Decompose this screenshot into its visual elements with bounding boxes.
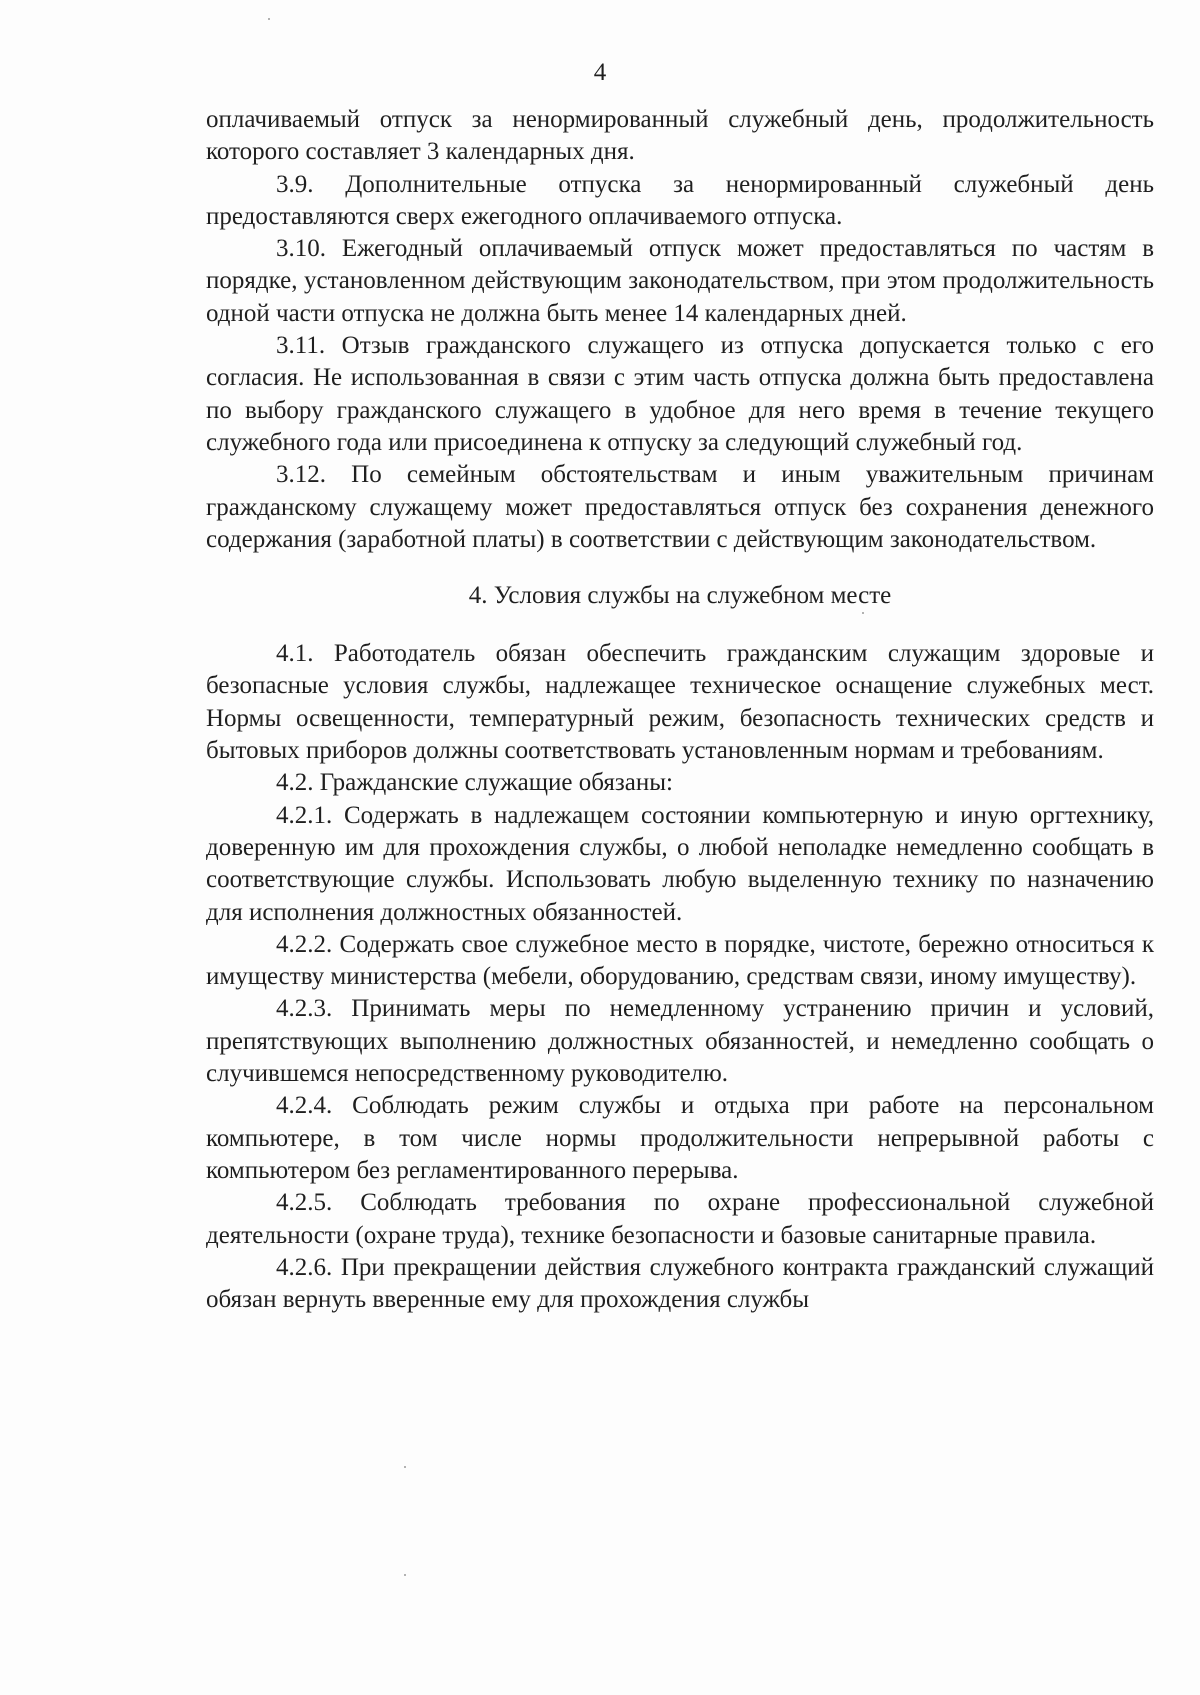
section-heading: 4. Условия службы на служебном месте <box>468 582 892 610</box>
scan-speck <box>268 18 270 20</box>
paragraph-3-12: 3.12. По семейным обстоятельствам и иным уважительным причинам гражданскому служащему может предоставляться отпуск без сохранения денежного содержания (заработной платы) в соответствии с действующим законодательством. <box>206 461 1154 553</box>
paragraph-3-11: 3.11. Отзыв гражданского служащего из отпуска допускается только с его согласия. Не использованная в связи с этим часть отпуска должна быть предоставлена по выбору гражданского служащего в удобное для него время в течение текущего служебного года или присоединена к отпуску за следующий служебный год. <box>206 332 1154 456</box>
scan-speck <box>404 1574 406 1576</box>
scan-speck <box>862 612 864 614</box>
paragraph-3-9: 3.9. Дополнительные отпуска за ненормированный служебный день предоставляются сверх ежегодного оплачиваемого отпуска. <box>206 170 1154 230</box>
paragraph-4-2-3: 4.2.3. Принимать меры по немедленному устранению причин и условий, препятствующих выполнению должностных обязанностей, и немедленно сообщать о случившемся непосредственному руководителю. <box>206 995 1154 1088</box>
paragraph-4-2-5: 4.2.5. Соблюдать требования по охране профессиональной служебной деятельности (охране труда), технике безопасности и базовые санитарные правила. <box>206 1189 1154 1249</box>
scan-speck <box>404 1466 406 1468</box>
paragraph-4-2: 4.2. Гражданские служащие обязаны: <box>276 769 673 797</box>
paragraph-4-2-1: 4.2.1. Содержать в надлежащем состоянии компьютерную и иную оргтехнику, доверенную им для прохождения службы, о любой неполадке немедленно сообщать в соответствующие службы. Использовать любую выделенную технику по назначению для исполнения должностных обязанностей. <box>206 801 1154 926</box>
document-body <box>206 104 1154 1316</box>
page-number: 4 <box>593 59 607 86</box>
paragraph-4-2-2: 4.2.2. Содержать свое служебное место в порядке, чистоте, бережно относиться к имуществу министерства (мебели, оборудованию, средствам связи, иному имуществу). <box>206 930 1154 991</box>
paragraph-4-2-4: 4.2.4. Соблюдать режим службы и отдыха при работе на персональном компьютере, в том числе нормы продолжительности непрерывной работы с компьютером без регламентированного перерыва. <box>206 1092 1154 1184</box>
paragraph-4-1: 4.1. Работодатель обязан обеспечить гражданским служащим здоровые и безопасные условия службы, надлежащее техническое оснащение служебных мест. Нормы освещенности, температурный режим, безопасность технических средств и бытовых приборов должны соответствовать установленным нормам и требованиям. <box>206 640 1154 765</box>
paragraph-4-2-6: 4.2.6. При прекращении действия служебного контракта гражданский служащий обязан вернуть вверенные ему для прохождения службы <box>206 1253 1154 1314</box>
paragraph-continuation: оплачиваемый отпуск за ненормированный служебный день, продолжительность которого составляет 3 календарных дня. <box>206 106 1154 166</box>
paragraph-3-10: 3.10. Ежегодный оплачиваемый отпуск может предоставляться по частям в порядке, установленном действующим законодательством, при этом продолжительность одной части отпуска не должна быть менее 14 календарных дней. <box>206 235 1154 327</box>
